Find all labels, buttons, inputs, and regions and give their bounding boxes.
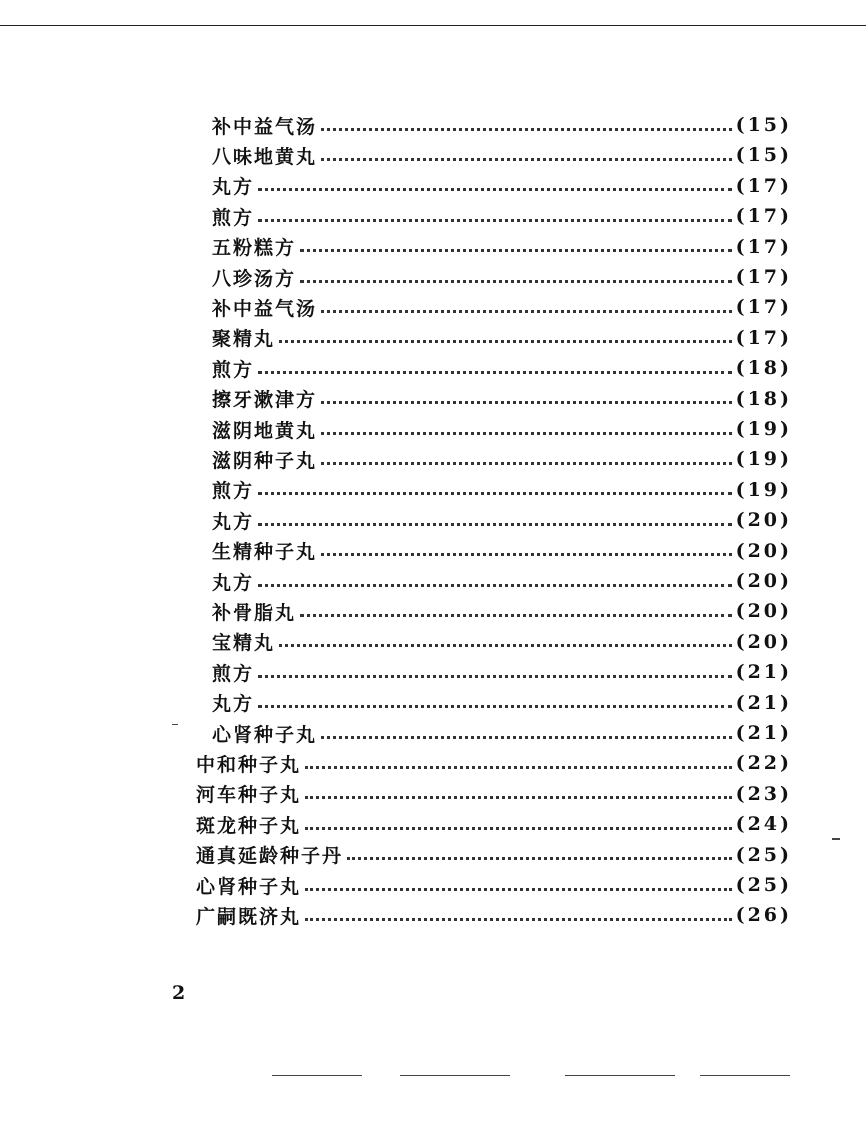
dot-leader xyxy=(305,766,732,769)
top-rule xyxy=(0,25,866,26)
dot-leader xyxy=(305,888,732,891)
toc-entry-title: 补中益气汤 xyxy=(212,115,318,138)
toc-entry xyxy=(196,779,792,809)
toc-entry-title: 煎方 xyxy=(212,480,255,503)
toc-entry-page: (21) xyxy=(735,661,792,684)
toc-entry-page: (26) xyxy=(735,904,792,927)
toc-entry xyxy=(212,596,792,626)
dot-leader xyxy=(321,401,732,404)
dot-leader xyxy=(258,188,732,191)
dot-leader xyxy=(300,249,732,252)
dot-leader xyxy=(321,553,732,556)
scan-mark xyxy=(400,1075,510,1076)
dot-leader xyxy=(305,918,732,921)
page-number: 2 xyxy=(172,982,186,1004)
toc-entry-title: 中和种子丸 xyxy=(196,753,302,776)
toc-entry xyxy=(212,140,792,170)
toc-entry-title: 心肾种子丸 xyxy=(196,875,302,898)
dot-leader xyxy=(321,158,732,161)
toc-entry-page: (20) xyxy=(735,600,792,623)
dot-leader xyxy=(258,523,732,526)
toc-entry-page: (24) xyxy=(735,813,792,836)
dot-leader xyxy=(321,462,732,465)
toc-entry xyxy=(212,444,792,474)
toc-entry-page: (17) xyxy=(735,205,792,228)
toc-entry-title: 煎方 xyxy=(212,358,255,381)
dot-leader xyxy=(321,736,732,739)
toc-entry-page: (17) xyxy=(735,235,792,258)
toc-entry-page: (17) xyxy=(735,266,792,288)
toc-entry-title: 丸方 xyxy=(212,571,255,594)
toc-entry xyxy=(212,657,792,687)
toc-entry-page: (20) xyxy=(735,539,792,562)
dot-leader xyxy=(258,371,732,374)
toc-entry xyxy=(212,384,792,414)
toc-entry xyxy=(212,292,792,322)
toc-entry-title: 丸方 xyxy=(212,693,255,716)
toc-entry-page: (18) xyxy=(735,357,792,380)
toc-entry-title: 擦牙漱津方 xyxy=(212,389,318,412)
toc-entry xyxy=(196,900,792,930)
toc-entry-title: 滋阴种子丸 xyxy=(212,449,318,472)
toc-entry-title: 丸方 xyxy=(212,510,255,533)
toc-entry-page: (19) xyxy=(735,448,792,471)
dot-leader xyxy=(258,492,732,495)
toc-entry xyxy=(196,870,792,900)
toc-entry xyxy=(212,232,792,262)
dot-leader xyxy=(321,432,732,435)
toc-entry-title: 丸方 xyxy=(212,176,255,199)
toc-entry-page: (25) xyxy=(735,843,792,866)
toc-entry xyxy=(212,536,792,566)
dot-leader xyxy=(279,644,732,647)
toc-entry-title: 补中益气汤 xyxy=(212,297,318,320)
toc-entry xyxy=(212,171,792,201)
toc-entry-title: 煎方 xyxy=(212,206,255,229)
toc-entry-page: (20) xyxy=(735,630,792,653)
dot-leader xyxy=(321,128,732,131)
toc-entry-page: (25) xyxy=(735,874,792,896)
toc-entry xyxy=(212,627,792,657)
toc-entry-title: 通真延龄种子丹 xyxy=(196,845,344,868)
toc-entry xyxy=(212,201,792,231)
toc-entry xyxy=(196,840,792,870)
toc-entry-title: 八珍汤方 xyxy=(212,267,297,290)
toc-entry-title: 广嗣既济丸 xyxy=(196,905,302,928)
toc-entry-page: (17) xyxy=(735,326,792,349)
toc-entry-title: 斑龙种子丸 xyxy=(196,814,302,837)
toc-entry-page: (21) xyxy=(735,691,792,714)
toc-entry-page: (19) xyxy=(735,418,792,440)
toc-entry xyxy=(212,688,792,718)
dot-leader xyxy=(321,310,732,313)
toc-entry xyxy=(196,748,792,778)
toc-entry-title: 补骨脂丸 xyxy=(212,601,297,624)
dot-leader xyxy=(279,340,732,343)
toc-entry xyxy=(212,323,792,353)
toc-entry-page: (19) xyxy=(735,478,792,501)
toc-entry xyxy=(196,809,792,839)
toc-entry-title: 生精种子丸 xyxy=(212,541,318,564)
scan-mark xyxy=(172,724,178,725)
toc-entry-title: 八味地黄丸 xyxy=(212,145,318,168)
toc-entry-title: 宝精丸 xyxy=(212,632,276,655)
toc-entry-page: (17) xyxy=(735,174,792,197)
toc-entry-title: 五粉糕方 xyxy=(212,237,297,260)
toc-entry-page: (15) xyxy=(735,114,792,136)
toc-entry xyxy=(212,110,792,140)
dot-leader xyxy=(305,827,732,830)
toc-entry-page: (15) xyxy=(735,144,792,167)
toc-entry xyxy=(212,262,792,292)
dot-leader xyxy=(258,675,732,678)
toc-entry-page: (18) xyxy=(735,387,792,410)
toc-entry-title: 煎方 xyxy=(212,662,255,685)
dot-leader xyxy=(258,584,732,587)
dot-leader xyxy=(347,857,732,860)
dot-leader xyxy=(258,219,732,222)
scan-mark xyxy=(832,838,840,840)
toc-entry xyxy=(212,505,792,535)
scan-mark xyxy=(565,1075,675,1076)
toc-entry-page: (23) xyxy=(735,782,792,805)
toc-entry-page: (20) xyxy=(735,509,792,532)
dot-leader xyxy=(258,705,732,708)
toc-entry xyxy=(212,566,792,596)
toc-entry-page: (20) xyxy=(735,570,792,592)
toc-entry xyxy=(212,475,792,505)
toc-entry-title: 河车种子丸 xyxy=(196,784,302,807)
scan-mark xyxy=(700,1075,790,1076)
toc-entry xyxy=(212,718,792,748)
toc-entry-title: 滋阴地黄丸 xyxy=(212,419,318,442)
toc-entry-page: (17) xyxy=(735,296,792,319)
toc-entry xyxy=(212,353,792,383)
toc-entry xyxy=(212,414,792,444)
toc-entry-title: 心肾种子丸 xyxy=(212,723,318,746)
scan-mark xyxy=(272,1075,362,1076)
toc-entry-page: (22) xyxy=(735,752,792,775)
dot-leader xyxy=(300,280,732,283)
toc-entry-title: 聚精丸 xyxy=(212,328,276,351)
dot-leader xyxy=(300,614,732,617)
toc-entry-page: (21) xyxy=(735,722,792,744)
dot-leader xyxy=(305,796,732,799)
